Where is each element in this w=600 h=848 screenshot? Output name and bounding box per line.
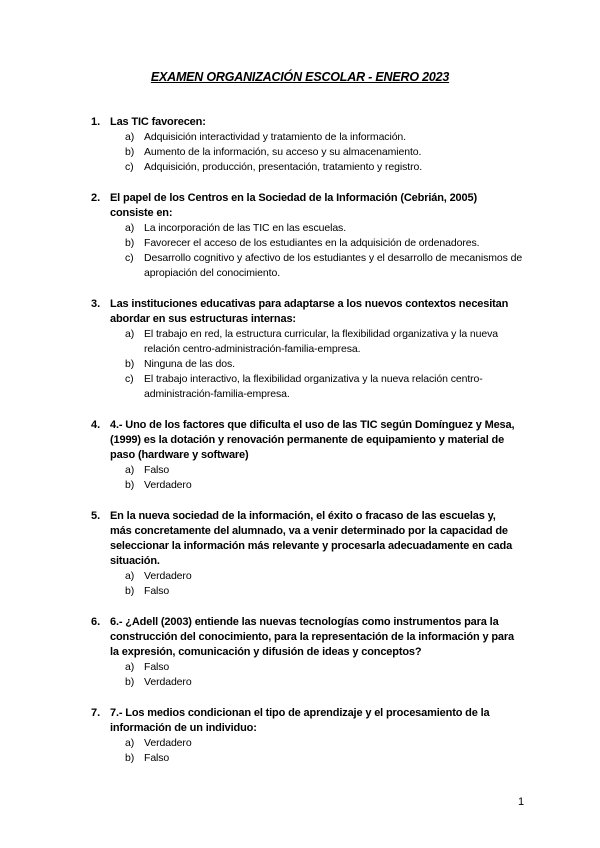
question-text: En la nueva sociedad de la información, el éxito o fracaso de las escuelas y, más concretamente del alumnado, va a venir determinado por la capacidad de seleccionar la información más relevante y procesarla adecuadamente en cada situación. <box>110 510 513 567</box>
options-list <box>0 660 600 690</box>
option-item <box>125 251 524 281</box>
option-item <box>125 160 524 175</box>
question-text: Las instituciones educativas para adaptarse a los nuevos contextos necesitan abordar en sus estructuras internas: <box>110 298 509 325</box>
option-letter: a) <box>125 464 135 476</box>
question-2 <box>0 191 600 281</box>
option-item <box>125 130 524 145</box>
option-item <box>125 357 524 372</box>
question-text: 4.- Uno de los factores que dificulta el uso de las TIC según Domínguez y Mesa, (1999) es la dotación y renovación permanente de equipamiento y material de paso (hardware y software) <box>110 419 515 461</box>
option-item <box>125 145 524 160</box>
options-list <box>0 130 600 175</box>
option-letter: b) <box>125 752 135 764</box>
option-text: Verdadero <box>144 479 192 491</box>
options-list <box>0 221 600 281</box>
option-letter: b) <box>125 358 135 370</box>
option-text: La incorporación de las TIC en las escuelas. <box>144 222 347 234</box>
option-letter: b) <box>125 146 135 158</box>
option-item <box>125 675 524 690</box>
option-text: Desarrollo cognitivo y afectivo de los estudiantes y el desarrollo de mecanismos de apropiación del conocimiento. <box>144 252 523 279</box>
option-letter: a) <box>125 131 135 143</box>
options-list <box>0 736 600 766</box>
option-letter: a) <box>125 328 135 340</box>
option-text: Adquisición interactividad y tratamiento de la información. <box>144 131 406 143</box>
question-6 <box>0 615 600 690</box>
question-5 <box>0 509 600 599</box>
option-text: Verdadero <box>144 570 192 582</box>
question-number: 7. <box>91 707 101 719</box>
option-text: Ninguna de las dos. <box>144 358 235 370</box>
question-text: El papel de los Centros en la Sociedad de la Información (Cebrián, 2005) consiste en: <box>110 192 477 219</box>
option-letter: b) <box>125 237 135 249</box>
question-number: 5. <box>91 510 101 522</box>
option-text: Verdadero <box>144 737 192 749</box>
option-text: Aumento de la información, su acceso y su almacenamiento. <box>144 146 422 158</box>
options-list <box>0 569 600 599</box>
option-letter: a) <box>125 222 135 234</box>
option-letter: a) <box>125 737 135 749</box>
option-item <box>125 584 524 599</box>
question-text: 6.- ¿Adell (2003) entiende las nuevas tecnologías como instrumentos para la construcción del conocimiento, para la representación de la información y para la expresión, comunicación y difusión de ideas y conceptos? <box>110 616 514 658</box>
option-text: Falso <box>144 585 170 597</box>
options-list <box>0 463 600 493</box>
option-item <box>125 327 524 357</box>
option-letter: a) <box>125 570 135 582</box>
option-letter: b) <box>125 676 135 688</box>
option-letter: a) <box>125 661 135 673</box>
option-text: Falso <box>144 661 170 673</box>
option-letter: b) <box>125 585 135 597</box>
question-number: 2. <box>91 192 101 204</box>
question-7 <box>0 706 600 766</box>
options-list <box>0 327 600 402</box>
option-item <box>125 660 524 675</box>
question-number: 1. <box>91 116 101 128</box>
question-text: 7.- Los medios condicionan el tipo de aprendizaje y el procesamiento de la información de un individuo: <box>110 707 490 734</box>
option-item <box>125 372 524 402</box>
option-text: El trabajo interactivo, la flexibilidad organizativa y la nueva relación centro-administración-familia-empresa. <box>144 373 483 400</box>
option-text: Verdadero <box>144 676 192 688</box>
option-item <box>125 751 524 766</box>
option-letter: b) <box>125 479 135 491</box>
question-number: 4. <box>91 419 101 431</box>
option-item <box>125 478 524 493</box>
page-number: 1 <box>518 796 525 808</box>
option-letter: c) <box>125 373 134 385</box>
option-letter: c) <box>125 161 134 173</box>
question-text: Las TIC favorecen: <box>110 116 206 128</box>
page-title: EXAMEN ORGANIZACIÓN ESCOLAR - ENERO 2023 <box>150 70 450 84</box>
question-list <box>0 115 600 782</box>
option-item <box>125 736 524 751</box>
option-text: El trabajo en red, la estructura curricular, la flexibilidad organizativa y la nueva relación centro-administración-familia-empresa. <box>144 328 499 355</box>
option-letter: c) <box>125 252 134 264</box>
option-text: Falso <box>144 464 170 476</box>
question-number: 3. <box>91 298 101 310</box>
question-3 <box>0 297 600 402</box>
option-item <box>125 236 524 251</box>
option-item <box>125 569 524 584</box>
question-4 <box>0 418 600 493</box>
option-item <box>125 463 524 478</box>
option-text: Favorecer el acceso de los estudiantes en la adquisición de ordenadores. <box>144 237 480 249</box>
question-1 <box>0 115 600 175</box>
option-text: Adquisición, producción, presentación, tratamiento y registro. <box>144 161 423 173</box>
question-number: 6. <box>91 616 101 628</box>
option-text: Falso <box>144 752 170 764</box>
option-item <box>125 221 524 236</box>
